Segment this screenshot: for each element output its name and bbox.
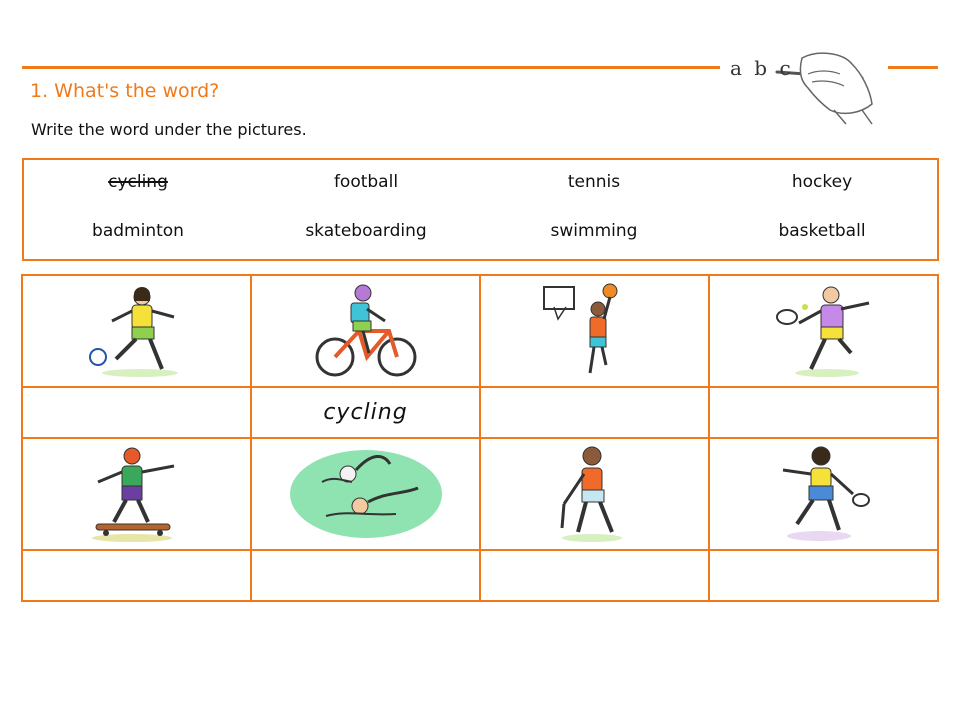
answer-cell[interactable] [251,387,480,438]
word-bank-item: cycling [108,172,168,192]
answer-cell[interactable] [709,550,938,601]
word-bank-item: hockey [791,172,853,192]
football-player-icon [82,281,192,381]
cyclist-icon [311,281,421,381]
basketball-player-icon [540,281,650,381]
word-bank-item: swimming [550,221,638,241]
word-bank-item: tennis [567,172,621,192]
answer-cell[interactable] [251,550,480,601]
picture-cell [709,275,938,387]
answer-cell[interactable] [22,387,251,438]
picture-cell [480,438,709,550]
header-rule-right [888,66,938,69]
word-bank [22,158,939,261]
answer-cell[interactable] [480,387,709,438]
exercise-title: 1. What's the word? [30,80,220,102]
writing-hand-icon [722,44,882,126]
tennis-player-icon [769,281,879,381]
picture-cell [709,438,938,550]
badminton-player-icon [769,444,879,544]
corner-letters: a b c [730,56,794,80]
picture-grid [21,274,939,602]
word-bank-item: football [333,172,399,192]
word-bank-item: badminton [92,221,184,241]
answer-cell[interactable] [480,550,709,601]
picture-cell [22,438,251,550]
exercise-instruction: Write the word under the pictures. [31,120,307,139]
picture-cell [251,438,480,550]
word-bank-item: skateboarding [305,221,427,241]
picture-cell [480,275,709,387]
answer-text: cycling [323,400,408,425]
skateboarder-icon [82,444,192,544]
header-rule-left [22,66,720,69]
picture-cell [22,275,251,387]
picture-cell [251,275,480,387]
answer-cell[interactable] [22,550,251,601]
word-bank-item: basketball [778,221,866,241]
swimmers-icon [286,444,446,544]
answer-cell[interactable] [709,387,938,438]
hockey-player-icon [540,444,650,544]
